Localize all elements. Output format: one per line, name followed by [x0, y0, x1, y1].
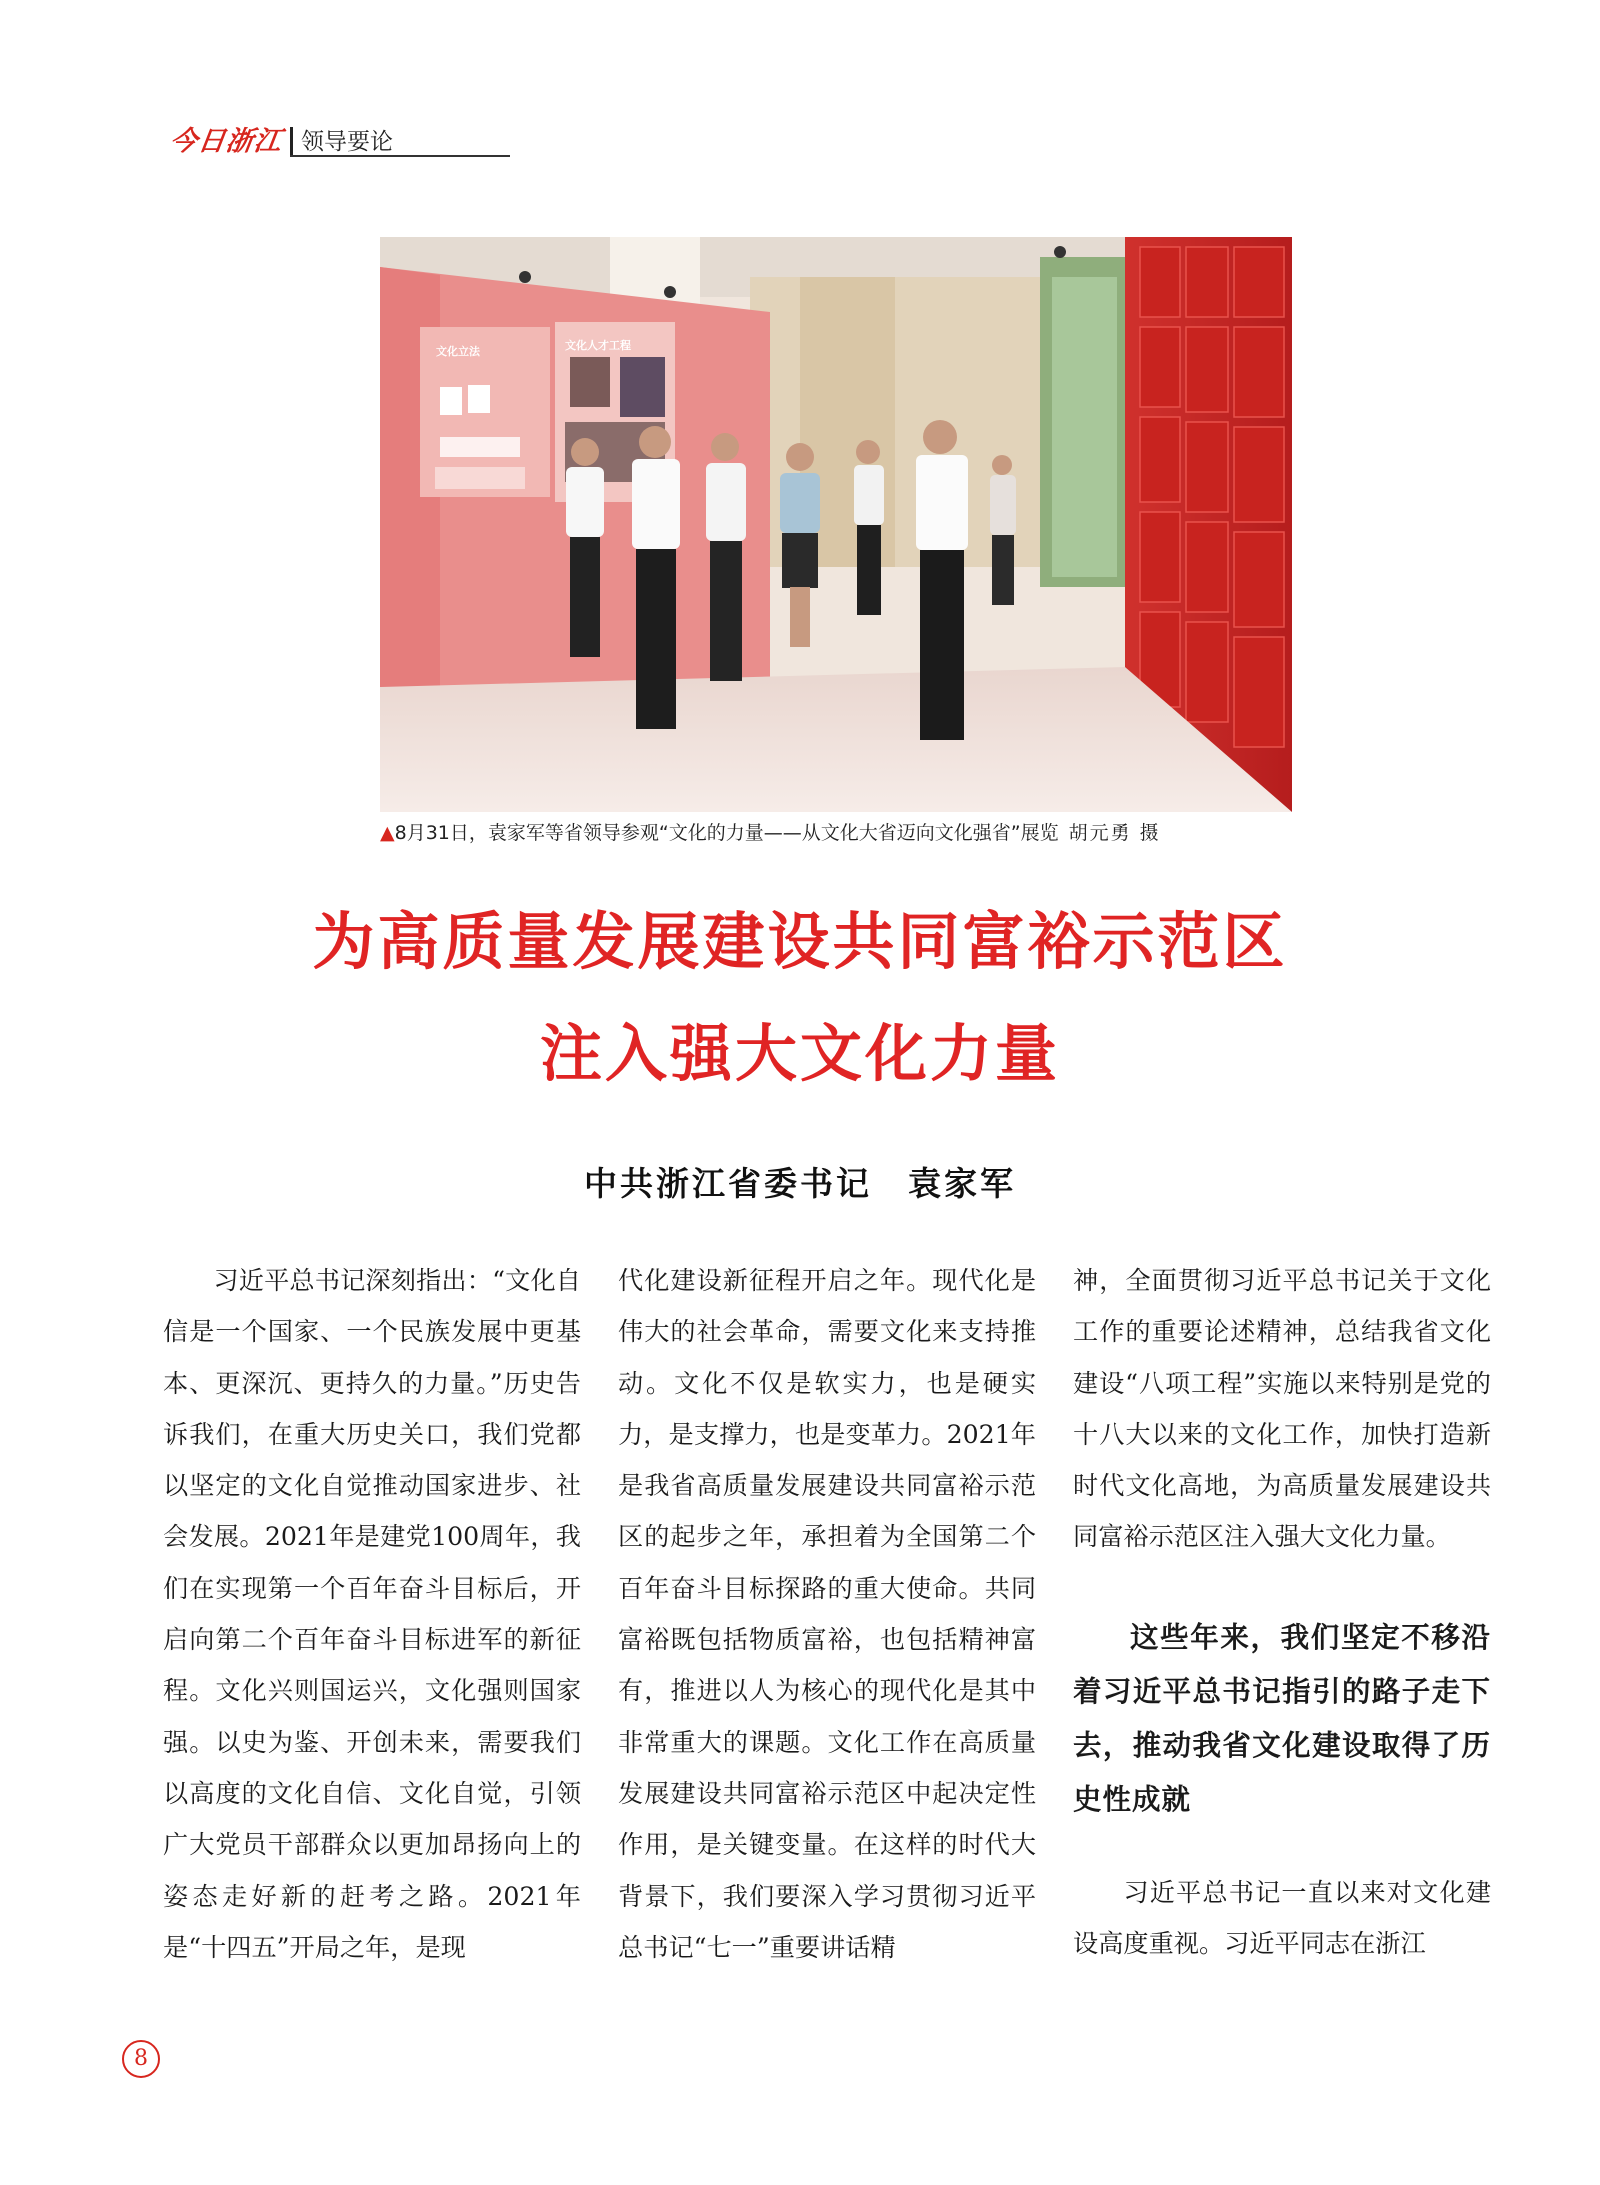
body-paragraph-continued: 代化建设新征程开启之年。现代化是伟大的社会革命，需要文化来支持推动。文化不仅是软实力，也是硬实力，是支撑力，也是变革力。2021年是我省高质量发展建设共同富裕示范区的起步之年，承担着为全国第二个百年奋斗目标探路的重大使命。共同富裕既包括物质富裕，也包括精神富有，推进以人为核心的现代化是其中非常重大的课题。文化工作在高质量发展建设共同富裕示范区中起决定性作用，是关键变量。在这样的时代大背景下，我们要深入学习贯彻习近平总书记“七一”重要讲话精: [618, 1266, 1036, 1962]
photo-credit: 胡元勇 摄: [1068, 822, 1161, 844]
text-column-2: [618, 1255, 1036, 1973]
sign-talent-program: 文化人才工程: [565, 339, 631, 352]
author-position: 中共浙江省委书记: [584, 1164, 872, 1203]
caption-marker: ▲: [380, 822, 395, 844]
section-subheading: 这些年来，我们坚定不移沿着习近平总书记指引的路子走下去，推动我省文化建设取得了历史性成就: [1073, 1620, 1491, 1816]
header-divider: [290, 127, 293, 157]
text-column-3: [1073, 1255, 1491, 1969]
article-title-line2: 注入强大文化力量: [539, 1017, 1060, 1090]
masthead: [167, 122, 393, 158]
magazine-logo: 今日浙江: [167, 126, 285, 157]
byline: [0, 1158, 1600, 1205]
photo-caption: [380, 818, 1340, 845]
page-number: 8: [122, 2040, 160, 2078]
text-column-1: [163, 1255, 581, 1973]
sign-culture-law: 文化立法: [436, 345, 480, 358]
body-paragraph-end: 神，全面贯彻习近平总书记关于文化工作的重要论述精神，总结我省文化建设“八项工程”实施以来特别是党的十八大以来的文化工作，加快打造新时代文化高地，为高质量发展建设共同富裕示范区注入强大文化力量。: [1073, 1266, 1491, 1552]
article-title-line1: 为高质量发展建设共同富裕示范区: [312, 905, 1288, 978]
exhibition-photo: [380, 237, 1292, 812]
section-label: 领导要论: [301, 129, 393, 155]
header-rule: [290, 155, 510, 157]
body-paragraph: 习近平总书记一直以来对文化建设高度重视。习近平同志在浙江: [1073, 1877, 1491, 1959]
body-paragraph: 习近平总书记深刻指出：“文化自信是一个国家、一个民族发展中更基本、更深沉、更持久的力量。”历史告诉我们，在重大历史关口，我们党都以坚定的文化自觉推动国家进步、社会发展。2021年是建党100周年，我们在实现第一个百年奋斗目标后，开启向第二个百年奋斗目标进军的新征程。文化兴则国运兴，文化强则国家强。以史为鉴、开创未来，需要我们以高度的文化自信、文化自觉，引领广大党员干部群众以更加昂扬向上的姿态走好新的赶考之路。2021年是“十四五”开局之年，是现: [163, 1266, 581, 1962]
caption-text: 8月31日，袁家军等省领导参观“文化的力量——从文化大省迈向文化强省”展览: [394, 822, 1059, 844]
author-name: 袁家军: [908, 1164, 1016, 1203]
